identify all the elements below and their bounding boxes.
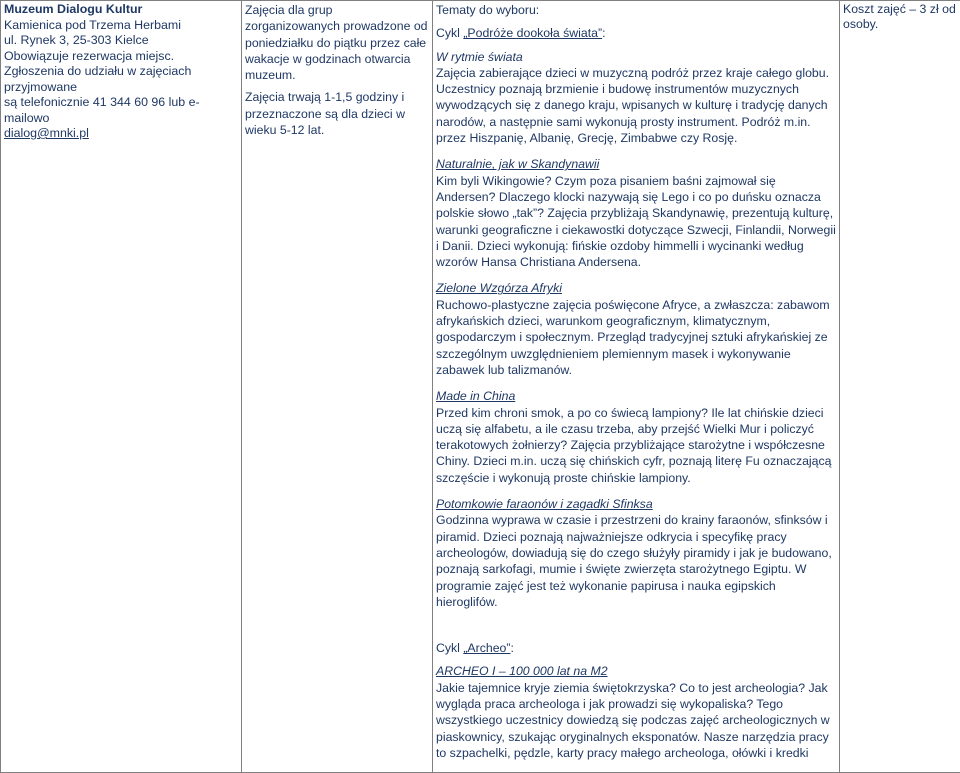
- contact-cell: [1, 1, 242, 773]
- topic-body: Przed kim chroni smok, a po co świecą lampiony? Ile lat chińskie dzieci uczą się alfabetu, a ile czasu trzeba, aby przejść Wielki Mur i policzyć terakotowych żołnierzy? Zajęcia przybliżające starożytne i współczesne Chiny. Dzieci m.in. uczą się chińskich cyfr, poznają literę Fu oznaczającą szczęście i wykonują proste chińskie lampiony.: [436, 406, 832, 485]
- signup-line-1: Zgłoszenia do udziału w zajęciach przyjmowane: [4, 64, 238, 95]
- cycle-prefix: Cykl: [436, 26, 463, 40]
- topic-item: [436, 49, 836, 147]
- address: ul. Rynek 3, 25-303 Kielce: [4, 33, 238, 49]
- topic-body: Kim byli Wikingowie? Czym poza pisaniem baśni zajmował się Andersen? Dlaczego klocki nazywają się Lego i co po duńsku oznacza polskie słowo „tak”? Zajęcia przybliżają Skandynawię, prezentują kulturę, warunki geograficzne i ciekawostki dotyczące Szwecji, Finlandii, Norwegii i Danii. Dzieci wykonują: fińskie ozdoby himmelli i wycinanki według wzorów Hansa Christiana Andersena.: [436, 174, 836, 269]
- signup-line-2: są telefonicznie 41 344 60 96 lub e-mailowo: [4, 95, 238, 126]
- topic-title: Potomkowie faraonów i zagadki Sfinksa: [436, 496, 836, 512]
- cycle-heading-1: [436, 25, 836, 41]
- cycle-suffix: :: [602, 26, 605, 40]
- cycle-heading-2: [436, 640, 836, 656]
- org-name: Muzeum Dialogu Kultur: [4, 2, 238, 18]
- topic-body: Jakie tajemnice kryje ziemia świętokrzyska? Co to jest archeologia? Jak wygląda praca archeologa i jak prowadzi się wykopaliska? Tego wszystkiego uczestnicy dowiedzą się podczas zajęć archeologicznych w piaskownicy, szukając oryginalnych eksponatów. Nasze narzędzia pracy to szpachelki, pędzle, karty pracy małego archeologa, ołówki i kredki: [436, 681, 830, 760]
- schedule-paragraph-1: Zajęcia dla grup zorganizowanych prowadzone od poniedziałku do piątku przez całe wakacje w godzinach otwarcia muzeum.: [245, 2, 429, 83]
- topic-body: Zajęcia zabierające dzieci w muzyczną podróż przez kraje całego globu. Uczestnicy poznają brzmienie i budowę instrumentów muzycznych wywodzących się z danego kraju, wpisanych w kulturę i tradycję danych narodów, a następnie sami wykonują prosty instrument. Podróż m.in. przez Hiszpanię, Albanię, Grecję, Zimbabwe czy Rosję.: [436, 66, 829, 145]
- topic-title: Made in China: [436, 388, 836, 404]
- cycle-prefix: Cykl: [436, 641, 463, 655]
- cycle-title: „Podróże dookoła świata”: [463, 26, 602, 40]
- topic-body: Ruchowo-plastyczne zajęcia poświęcone Afryce, a zwłaszcza: zabawom afrykańskich dzieci, warunkom geograficznym, klimatycznym, gospodarczym i społecznym. Przegląd tradycyjnej sztuki afrykańskiej ze szczególnym uwzględnieniem plemiennym masek i wykonywanie zabawek lub talizmanów.: [436, 298, 830, 377]
- reservation-note: Obowiązuje rezerwacja miejsc.: [4, 49, 238, 65]
- org-subtitle: Kamienica pod Trzema Herbami: [4, 18, 238, 34]
- topics-cell: [433, 1, 840, 773]
- topics-heading: Tematy do wyboru:: [436, 2, 836, 18]
- cost-cell: [840, 1, 960, 773]
- schedule-paragraph-2: Zajęcia trwają 1-1,5 godziny i przeznaczone są dla dzieci w wieku 5-12 lat.: [245, 89, 429, 138]
- topic-title: Zielone Wzgórza Afryki: [436, 280, 836, 296]
- schedule-cell: [242, 1, 433, 773]
- topic-item: [436, 496, 836, 610]
- topic-title: ARCHEO I – 100 000 lat na M2: [436, 663, 836, 679]
- spacer: [436, 620, 836, 640]
- cost-text: Koszt zajęć – 3 zł od osoby.: [843, 2, 959, 32]
- topic-title: Naturalnie, jak w Skandynawii: [436, 156, 836, 172]
- topic-item: [436, 663, 836, 761]
- email-link[interactable]: dialog@mnki.pl: [4, 126, 89, 140]
- topic-item: [436, 280, 836, 378]
- topic-item: [436, 156, 836, 270]
- cycle-title: „Archeo”: [463, 641, 510, 655]
- cycle-suffix: :: [510, 641, 513, 655]
- topic-body: Godzinna wyprawa w czasie i przestrzeni do krainy faraonów, sfinksów i piramid. Dzieci poznają najważniejsze odkrycia i specyfikę pracy archeologów, dowiadują się do czego służyły piramidy i jak je budowano, poznają sarkofagi, mumie i święte zwierzęta starożytnego Egiptu. W programie zajęć jest też wykonanie papirusa i nauka egipskich hieroglifów.: [436, 513, 832, 608]
- topic-item: [436, 388, 836, 486]
- topic-title: W rytmie świata: [436, 49, 836, 65]
